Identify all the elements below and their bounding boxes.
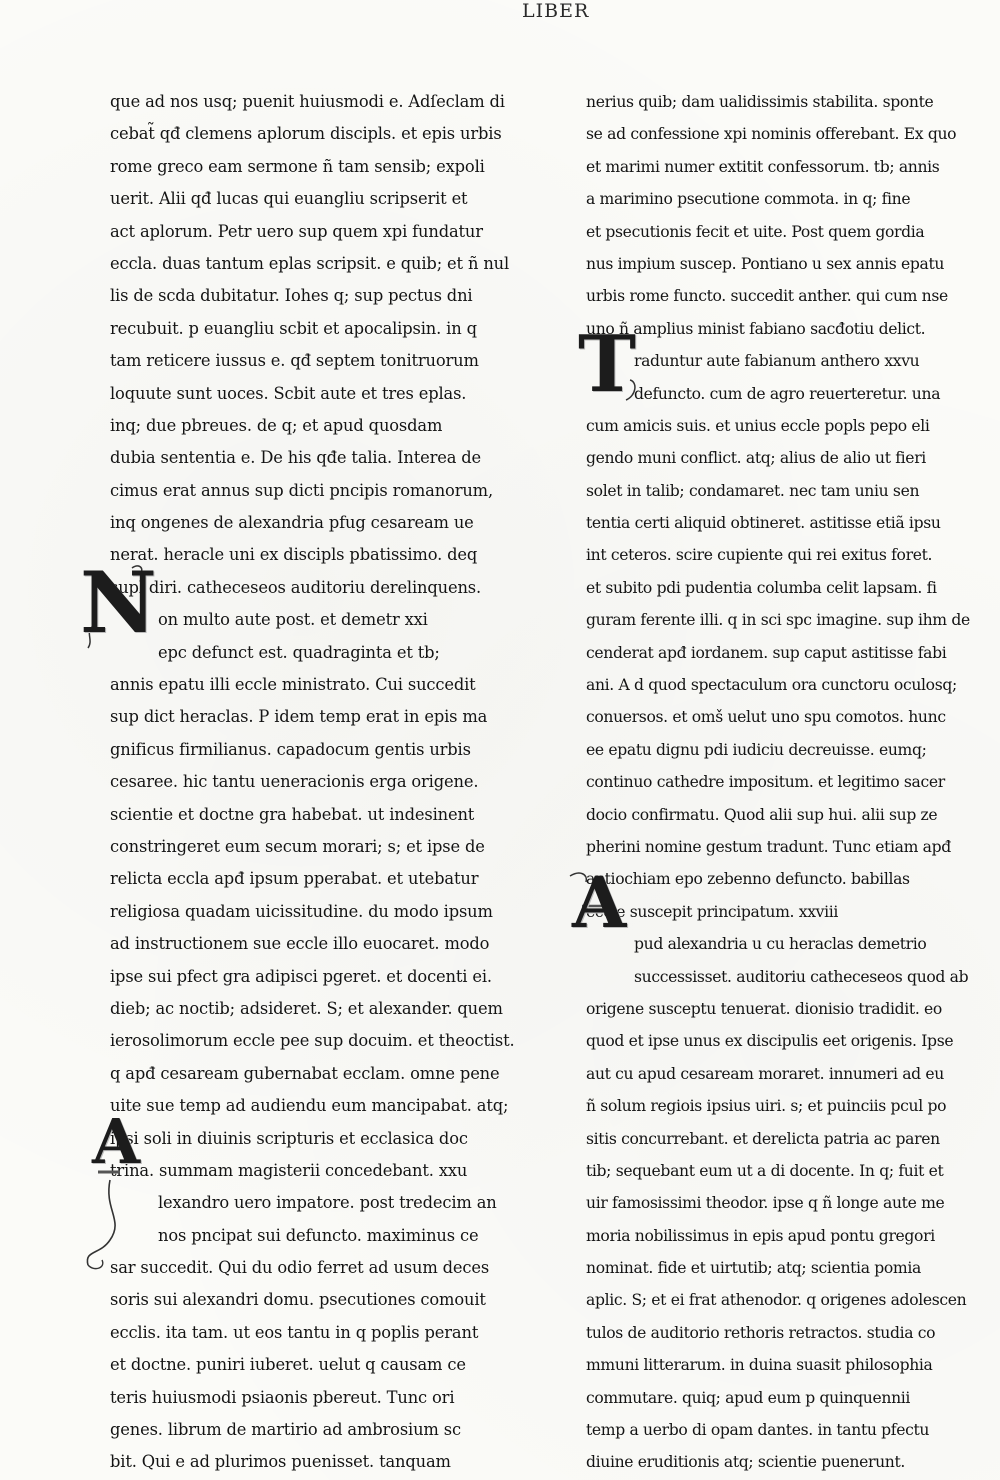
left-column-line: bit. Qui e ad plurimos puenisset. tanquam [110,1452,451,1472]
left-column-line: rome greco eam sermone ñ tam sensib; expoli [110,156,485,176]
left-column-line: lexandro uero impatore. post tredecim an [158,1193,497,1213]
right-column-line: successisset. auditoriu catheceseos quod ab [634,967,969,986]
right-column-line: int ceteros. scire cupiente qui rei exitus foret. [586,546,933,565]
left-column-line: trina. summam magisterii concedebant. xxu [110,1160,468,1180]
right-column [586,86,988,1479]
right-column-line: et marimi numer extitit confessorum. tb; annis [586,157,940,176]
left-column-line: sar succedit. Qui du odio ferret ad usum deces [110,1258,490,1278]
left-column-line: on multo aute post. et demetr xxi [158,610,428,630]
left-column-line: act aplorum. Petr uero sup quem xpi fundatur [110,221,483,241]
right-column-line: a marimino psecutione commota. in q; fine [586,190,911,209]
decorated-initial-a [80,1105,141,1270]
left-column-line: recubuit. p euangliu scbit et apocalipsin. in q [110,318,477,338]
right-column-line: pud alexandria u cu heraclas demetrio [634,935,927,954]
left-column-line: ipse sui pfect gra adipisci pgeret. et docenti ei. [110,966,492,986]
right-column-line: tentia certi aliquid obtineret. astitisse etiã ipsu [586,514,941,533]
right-column-line: moria nobilissimus in epis apud pontu gregori [586,1226,935,1245]
right-column-line: eccle suscepit principatum. xxviii [586,902,839,921]
left-column-line: inq; due pbreues. de q; et apud quosdam [110,415,443,435]
right-column-line: ani. A d quod spectaculum ora cunctoru oculosq; [586,676,957,695]
right-column-line: gendo muni conflict. atq; alius de alio ut fieri [586,449,926,468]
left-column-line: uite sue temp ad audiendu eum mancipabat. atq; [110,1096,509,1116]
initial-glyph: A [572,861,627,944]
right-column-line: commutare. quiq; apud eum p quinquennii [586,1388,911,1407]
right-column-line: nominat. fide et uirtutib; atq; scientia pomia [586,1259,921,1278]
left-column-line: soris sui alexandri domu. psecutiones comouit [110,1290,486,1310]
right-column-line: raduntur aute fabianum anthero xxvu [634,352,920,371]
right-column-line: quod et ipse unus ex discipulis eet origenis. Ipse [586,1032,954,1051]
left-column-line: constringeret eum secum morari; s; et ipse de [110,836,485,856]
right-column-line: nerius quib; dam ualidissimis stabilita. sponte [586,93,934,111]
right-column-line: docio confirmatu. Quod alii sup hui. alii sup ze [586,805,938,824]
left-column-line: ierosolimorum eccle pee sup docuim. et theoctist. [110,1031,515,1051]
initial-glyph: T [578,319,637,410]
left-column-line: nos pncipat sui defuncto. maximinus ce [158,1225,479,1245]
left-column-line: epc defunct est. quadraginta et tb; [158,642,440,662]
right-column-line: aut cu apud cesaream moraret. innumeri ad eu [586,1064,944,1083]
right-column-line: guram ferente illi. q in sci spc imagine. sup ihm de [586,611,970,630]
right-column-line: se ad confessione xpi nominis offerebant. Ex quo [586,125,957,144]
right-column-line: solet in talib; condamaret. nec tam uniu sen [586,481,920,500]
decorated-initial-n [80,553,157,652]
right-column-line: nus impium suscep. Pontiano u sex annis epatu [586,254,945,273]
left-column-line: sup dict heraclas. P idem temp erat in epis ma [110,707,488,727]
right-column-line: urbis rome functo. succedit anther. qui cum nse [586,287,948,306]
left-column-line: cebat̃ qđ clemens aplorum discipls. et epis urbis [110,124,502,144]
left-column-line: cesaree. hic tantu ueneracionis erga origene. [110,772,479,792]
left-column-line: q apđ cesaream gubernabat ecclam. omne pene [110,1063,500,1083]
left-column-line: uerit. Alii qđ lucas qui euangliu scripserit et [110,189,468,209]
decorated-initial-t [578,319,642,410]
left-column-line: dubia sententia e. De his qđe talia. Interea de [110,448,482,468]
right-column-line: ee epatu dignu pdi iudiciu decreuisse. eumq; [586,740,927,759]
left-column-line: religiosa quadam uicissitudine. du modo ipsum [110,901,493,921]
left-column-line: que ad nos usq; puenit huiusmodi e. Adſeclam di [110,92,505,111]
initial-glyph: A [92,1105,141,1178]
left-column-line: inq ongenes de alexandria pfug cesaream ue [110,513,474,533]
right-column-line: defuncto. cum de agro reuerteretur. una [634,384,941,403]
left-column-line: gnificus firmilianus. capadocum gentis urbis [110,739,471,759]
left-column-line: lis de scda dubitatur. Iohes q; sup pectus dni [110,286,473,306]
left-column-line: eccla. duas tantum eplas scripsit. e quib; et ñ nul [110,253,510,273]
right-column-line: uir famosissimi theodor. ipse q ñ longe aute me [586,1194,945,1213]
left-column-line: ipsi soli in diuinis scripturis et ecclasica doc [110,1128,468,1148]
left-column-line: relicta eccla apđ ipsum pperabat. et utebatur [110,869,479,889]
left-column-line: genes. librum de martirio ad ambrosium sc [110,1420,461,1440]
left-column-line: loquute sunt uoces. Scbit aute et tres eplas. [110,383,467,403]
left-column-line: supl diri. catheceseos auditoriu derelinquens. [110,577,482,597]
right-column-line: antiochiam epo zebenno defuncto. babillas [586,870,910,889]
right-column-line: ñ solum regiois ipsius uiri. s; et puinciis pcul po [586,1097,947,1116]
left-column-line: teris huiusmodi psiaonis pbereut. Tunc ori [110,1387,455,1407]
right-column-line: et subito pdi pudentia columba celit lapsam. fi [586,578,937,597]
right-column-line: tulos de auditorio rethoris retractos. studia co [586,1323,936,1342]
left-column-line: ad instructionem sue eccle illo euocaret. modo [110,934,490,954]
left-column-line: tam reticere iussus e. qđ septem tonitruorum [110,351,479,371]
right-column-line: sitis concurrebant. et derelicta patria ac paren [586,1129,940,1148]
right-column-line: mmuni litterarum. in duina suasit philosophia [586,1356,933,1375]
running-title: LIBER [522,0,590,22]
right-column-line: aplic. S; et ei frat athenodor. q origenes adolescen [586,1291,967,1310]
right-column-line: origene susceptu tenuerat. dionisio tradidit. eo [586,999,942,1018]
left-column-line: annis epatu illi eccle ministrato. Cui succedit [110,675,476,695]
right-column-line: continuo cathedre impositum. et legitimo sacer [586,773,945,792]
right-column-line: uno ñ amplius minist fabiano sacđotiu delict. [586,319,926,338]
left-column [110,86,542,1479]
right-column-line: cenderat apđ iordanem. sup caput astitisse fabi [586,643,947,662]
right-column-line: diuine eruditionis atq; scientie puenerunt. [586,1453,905,1472]
right-column-line: et psecutionis fecit et uite. Post quem gordia [586,222,925,241]
right-column-line: pherini nomine gestum tradunt. Tunc etiam apđ [586,837,951,856]
right-column-line: temp a uerbo di opam dantes. in tantu pfectu [586,1421,930,1440]
right-column-line: cum amicis suis. et unius eccle popls pepo eli [586,416,930,435]
decorated-initial-a [566,861,630,946]
left-column-line: dieb; ac noctib; adsideret. S; et alexander. quem [110,998,503,1018]
right-column-line: conuersos. et omš uelut uno spu comotos. hunc [586,708,946,727]
right-column-line: tib; sequebant eum ut a di docente. In q; fuit et [586,1161,944,1180]
left-column-line: nerat. heracle uni ex discipls pbatissimo. deq [110,545,478,565]
left-column-line: ecclis. ita tam. ut eos tantu in q poplis perant [110,1322,479,1342]
left-column-line: et doctne. puniri iuberet. uelut q causam ce [110,1355,466,1375]
initial-glyph: N [80,553,157,652]
left-column-line: scientie et doctne gra habebat. ut indesinent [110,804,475,824]
left-column-line: cimus erat annus sup dicti pncipis romanorum, [110,480,493,500]
